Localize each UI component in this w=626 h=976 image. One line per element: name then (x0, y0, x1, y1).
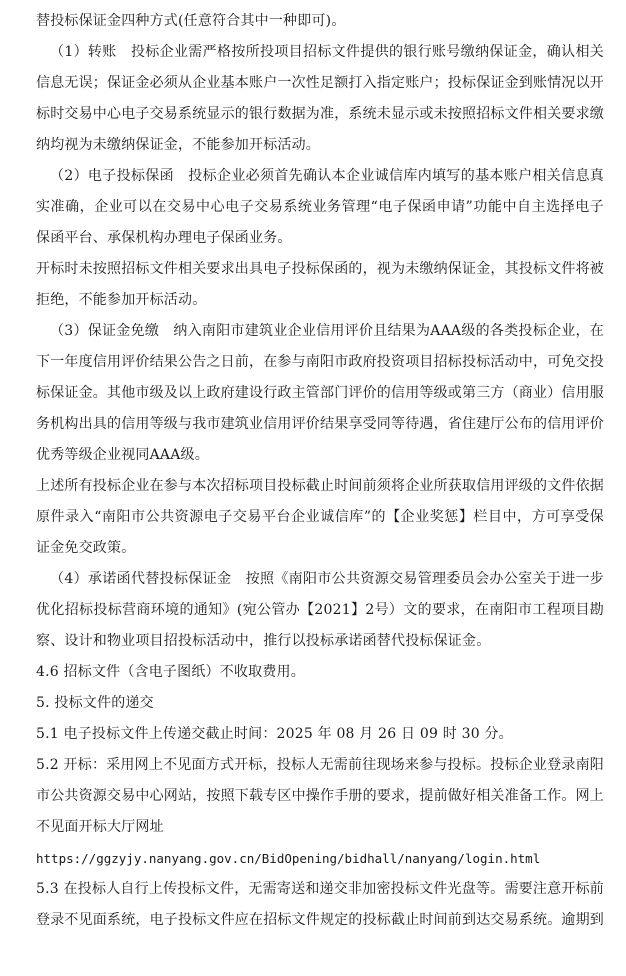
paragraph-commitment-letter: （4）承诺函代替投标保证金 按照《南阳市公共资源交易管理委员会办公室关于进一步优化招标投标营商环境的通知》(宛公管办【2021】2号）文的要求，在南阳市工程项目勘察、设计和物业项目招投标活动中，推行以投标承诺函替代投标保证金。 (36, 571, 604, 649)
paragraph-tender-fee: 4.6 招标文件（含电子图纸）不收取费用。 (36, 664, 305, 680)
section-heading-submission: 5. 投标文件的递交 (36, 695, 154, 711)
paragraph-upload-deadline: 5.1 电子投标文件上传递交截止时间：2025 年 08 月 26 日 09 时 30 分。 (36, 726, 513, 742)
paragraph-upload-notes: 5.3 在投标人自行上传投标文件，无需寄送和递交非加密投标文件光盘等。需要注意开标前登录不见面系统，电子投标文件应在招标文件规定的投标截止时间前到达交易系统。逾期到 (36, 881, 604, 928)
paragraph-transfer: （1）转账 投标企业需严格按所投项目招标文件提供的银行账号缴纳保证金，确认相关信息无误；保证金必须从企业基本账户一次性足额打入指定账户；投标保证金到账情况以开标时交易中心电子交易系统显示的银行数据为准，系统未显示或未按照招标文件相关要求缴纳均视为未缴纳保证金，不能参加开标活动。 (36, 44, 604, 153)
paragraph-deposit-exemption: （3）保证金免缴 纳入南阳市建筑业企业信用评价且结果为AAA级的各类投标企业，在下一年度信用评价结果公告之日前，在参与南阳市政府投资项目招标投标活动中，可免交投标保证金。其他市级及以上政府建设行政主管部门评价的信用等级或第三方（商业）信用服务机构出具的信用等级与我市建筑业信用评价结果享受同等待遇，省住建厅公布的信用评价优秀等级企业视同AAA级。 (36, 323, 604, 463)
paragraph-intro: 替投标保证金四种方式(任意符合其中一种即可)。 (36, 13, 346, 29)
paragraph-online-opening: 5.2 开标：采用网上不见面方式开标，投标人无需前往现场来参与投标。投标企业登录南阳市公共资源交易中心网站，按照下载专区中操作手册的要求，提前做好相关准备工作。网上不见面开标大厅网址 (36, 757, 604, 835)
paragraph-credit-rating-entry: 上述所有投标企业在参与本次招标项目投标截止时间前须将企业所获取信用评级的文件依据原件录入“南阳市公共资源电子交易平台企业诚信库”的【企业奖惩】栏目中，方可享受保证金免交政策。 (36, 478, 604, 556)
bid-hall-url: https://ggzyjy.nanyang.gov.cn/BidOpening/bidhall/nanyang/login.html (36, 851, 541, 866)
paragraph-guarantee-rejection: 开标时未按照招标文件相关要求出具电子投标保函的，视为未缴纳保证金，其投标文件将被拒绝，不能参加开标活动。 (36, 261, 604, 308)
paragraph-electronic-guarantee: （2）电子投标保函 投标企业必须首先确认本企业诚信库内填写的基本账户相关信息真实准确，企业可以在交易中心电子交易系统业务管理“电子保函申请”功能中自主选择电子保函平台、承保机构办理电子保函业务。 (36, 168, 604, 246)
